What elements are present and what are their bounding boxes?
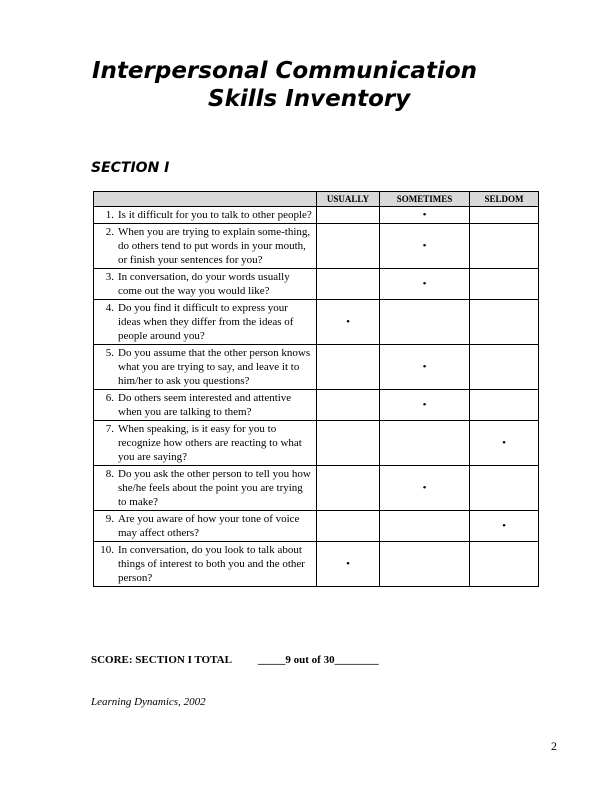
section-heading: SECTION I <box>91 160 170 176</box>
title-line-1: Interpersonal Communication <box>92 58 478 84</box>
question-number: 1. <box>105 209 114 221</box>
seldom-cell <box>470 345 539 390</box>
question-column-header <box>94 192 317 207</box>
question-text: In conversation, do you look to talk about things of interest to both you and the other person? <box>118 544 305 584</box>
question-number: 3. <box>105 271 114 283</box>
question-number: 10. <box>100 544 114 556</box>
usually-cell <box>317 421 380 466</box>
sometimes-cell: • <box>380 345 470 390</box>
question-cell <box>94 224 317 269</box>
question-number: 9. <box>105 513 114 525</box>
question-text: Do you find it difficult to express your ideas when they differ from the ideas of people around you? <box>118 302 294 342</box>
usually-cell <box>317 224 380 269</box>
sometimes-cell <box>380 300 470 345</box>
question-text: Is it difficult for you to talk to other people? <box>118 209 312 221</box>
question-cell <box>94 300 317 345</box>
table-row <box>94 542 539 587</box>
column-header-usually: USUALLY <box>317 192 380 207</box>
table-header-row <box>94 192 539 207</box>
title-line-2: Skills Inventory <box>208 86 411 112</box>
table-row <box>94 421 539 466</box>
question-text: Do others seem interested and attentive when you are talking to them? <box>118 392 292 418</box>
seldom-cell <box>470 542 539 587</box>
usually-cell <box>317 511 380 542</box>
usually-cell <box>317 207 380 224</box>
question-cell <box>94 466 317 511</box>
column-header-seldom: SELDOM <box>470 192 539 207</box>
usually-cell <box>317 466 380 511</box>
question-text: When speaking, is it easy for you to recognize how others are reacting to what you are saying? <box>118 423 302 463</box>
sometimes-cell: • <box>380 466 470 511</box>
footer-credit: Learning Dynamics, 2002 <box>91 696 206 708</box>
seldom-cell <box>470 390 539 421</box>
question-number: 6. <box>105 392 114 404</box>
table-row <box>94 207 539 224</box>
table-row <box>94 269 539 300</box>
question-number: 5. <box>105 347 114 359</box>
inventory-table <box>93 191 539 587</box>
question-cell <box>94 269 317 300</box>
question-cell <box>94 511 317 542</box>
seldom-cell: • <box>470 511 539 542</box>
page-number: 2 <box>551 739 557 753</box>
question-cell <box>94 421 317 466</box>
question-cell <box>94 542 317 587</box>
usually-cell <box>317 269 380 300</box>
table-row <box>94 224 539 269</box>
question-cell <box>94 345 317 390</box>
document-title <box>92 57 512 113</box>
question-text: When you are trying to explain some-thing, do others tend to put words in your mouth, or finish your sentences for you? <box>118 226 311 266</box>
table-row <box>94 390 539 421</box>
sometimes-cell <box>380 542 470 587</box>
question-text: Do you ask the other person to tell you how she/he feels about the point you are trying to make? <box>118 468 311 508</box>
seldom-cell <box>470 269 539 300</box>
score-line <box>91 654 379 666</box>
usually-cell: • <box>317 300 380 345</box>
score-label: SCORE: SECTION I TOTAL <box>91 654 232 666</box>
sometimes-cell <box>380 421 470 466</box>
question-cell <box>94 207 317 224</box>
seldom-cell <box>470 207 539 224</box>
question-number: 8. <box>105 468 114 480</box>
seldom-cell <box>470 224 539 269</box>
sometimes-cell: • <box>380 207 470 224</box>
question-text: Are you aware of how your tone of voice may affect others? <box>118 513 300 539</box>
table-row <box>94 300 539 345</box>
seldom-cell <box>470 466 539 511</box>
question-text: Do you assume that the other person knows what you are trying to say, and leave it to him/her to ask you questions? <box>118 347 311 387</box>
seldom-cell <box>470 300 539 345</box>
column-header-sometimes: SOMETIMES <box>380 192 470 207</box>
question-number: 2. <box>105 226 114 238</box>
table-row <box>94 466 539 511</box>
question-text: In conversation, do your words usually come out the way you would like? <box>118 271 290 297</box>
question-number: 7. <box>105 423 114 435</box>
question-number: 4. <box>105 302 114 314</box>
table-row <box>94 511 539 542</box>
sometimes-cell: • <box>380 390 470 421</box>
sometimes-cell <box>380 511 470 542</box>
seldom-cell: • <box>470 421 539 466</box>
score-value: _____9 out of 30________ <box>257 654 379 666</box>
sometimes-cell: • <box>380 269 470 300</box>
usually-cell <box>317 390 380 421</box>
usually-cell: • <box>317 542 380 587</box>
usually-cell <box>317 345 380 390</box>
sometimes-cell: • <box>380 224 470 269</box>
table-row <box>94 345 539 390</box>
question-cell <box>94 390 317 421</box>
